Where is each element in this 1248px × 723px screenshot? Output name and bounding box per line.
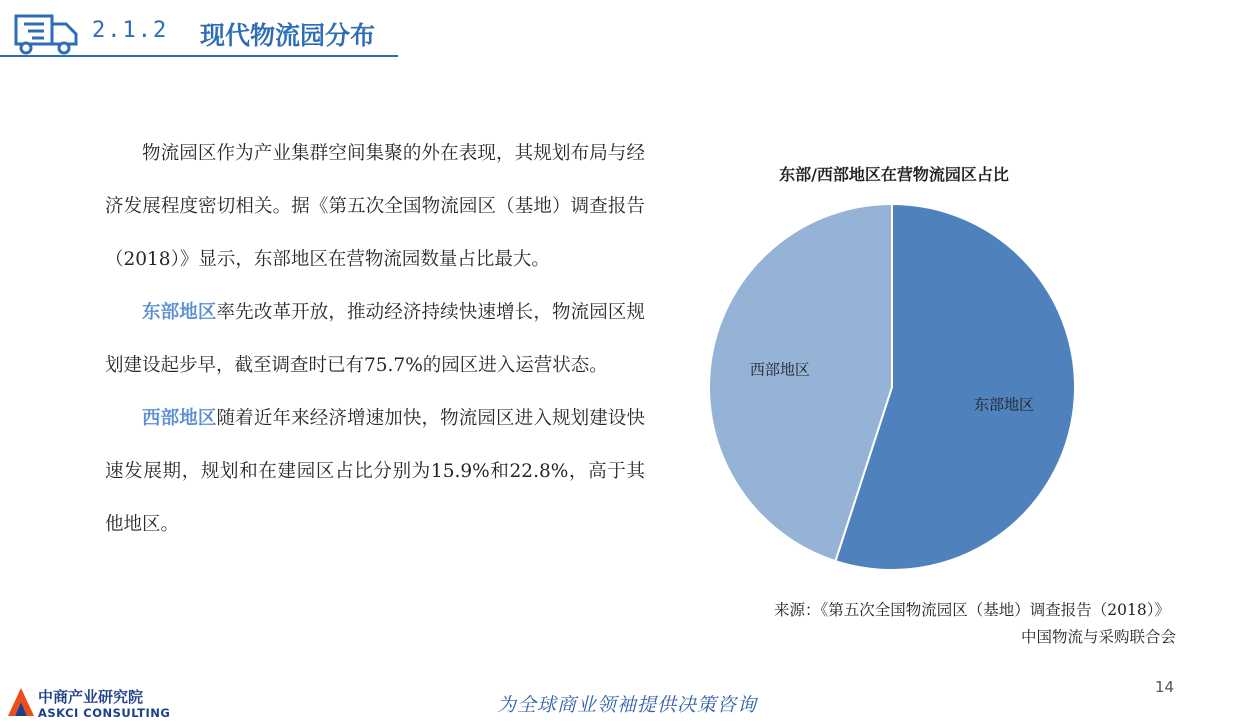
- paragraph-2-highlight: 东部地区: [142, 302, 217, 323]
- section-title: 现代物流园分布: [200, 21, 376, 50]
- paragraph-3: [105, 392, 645, 551]
- paragraph-2: [105, 286, 645, 392]
- askci-logo-icon: [6, 686, 36, 718]
- page-number: 14: [1155, 678, 1175, 696]
- body-text: [105, 127, 645, 551]
- section-header: [0, 0, 400, 70]
- pie-label-2: 西部地区: [749, 360, 810, 379]
- section-number: 2.1.2: [92, 18, 169, 43]
- paragraph-3-text: 随着近年来经济增速加快，物流园区进入规划建设快速发展期，规划和在建园区占比分别为15.9%和22.8%，高于其他地区。: [105, 408, 645, 535]
- header-underline: [0, 55, 398, 57]
- logo-text-cn: 中商产业研究院: [38, 688, 144, 706]
- source-line-1: 来源：《第五次全国物流园区（基地）调查报告（2018）》: [774, 601, 1170, 619]
- paragraph-2-text: 率先改革开放，推动经济持续快速增长，物流园区规划建设起步早，截至调查时已有75.7%的园区进入运营状态。: [105, 302, 645, 376]
- truck-icon: [10, 8, 82, 56]
- pie-chart: [690, 190, 1090, 585]
- logo-text-en: ASKCI CONSULTING: [38, 706, 171, 720]
- pie-label-1: 东部地区: [974, 395, 1035, 414]
- source-line-2: 中国物流与采购联合会: [1020, 628, 1176, 646]
- footer-slogan: 为全球商业领袖提供决策咨询: [497, 694, 758, 716]
- paragraph-1-text: 物流园区作为产业集群空间集聚的外在表现，其规划布局与经济发展程度密切相关。据《第五次全国物流园区（基地）调查报告（2018）》显示，东部地区在营物流园数量占比最大。: [105, 143, 645, 270]
- chart-title: 东部/西部地区在营物流园区占比: [779, 165, 1009, 184]
- paragraph-3-highlight: 西部地区: [142, 408, 217, 429]
- paragraph-1: [105, 127, 645, 286]
